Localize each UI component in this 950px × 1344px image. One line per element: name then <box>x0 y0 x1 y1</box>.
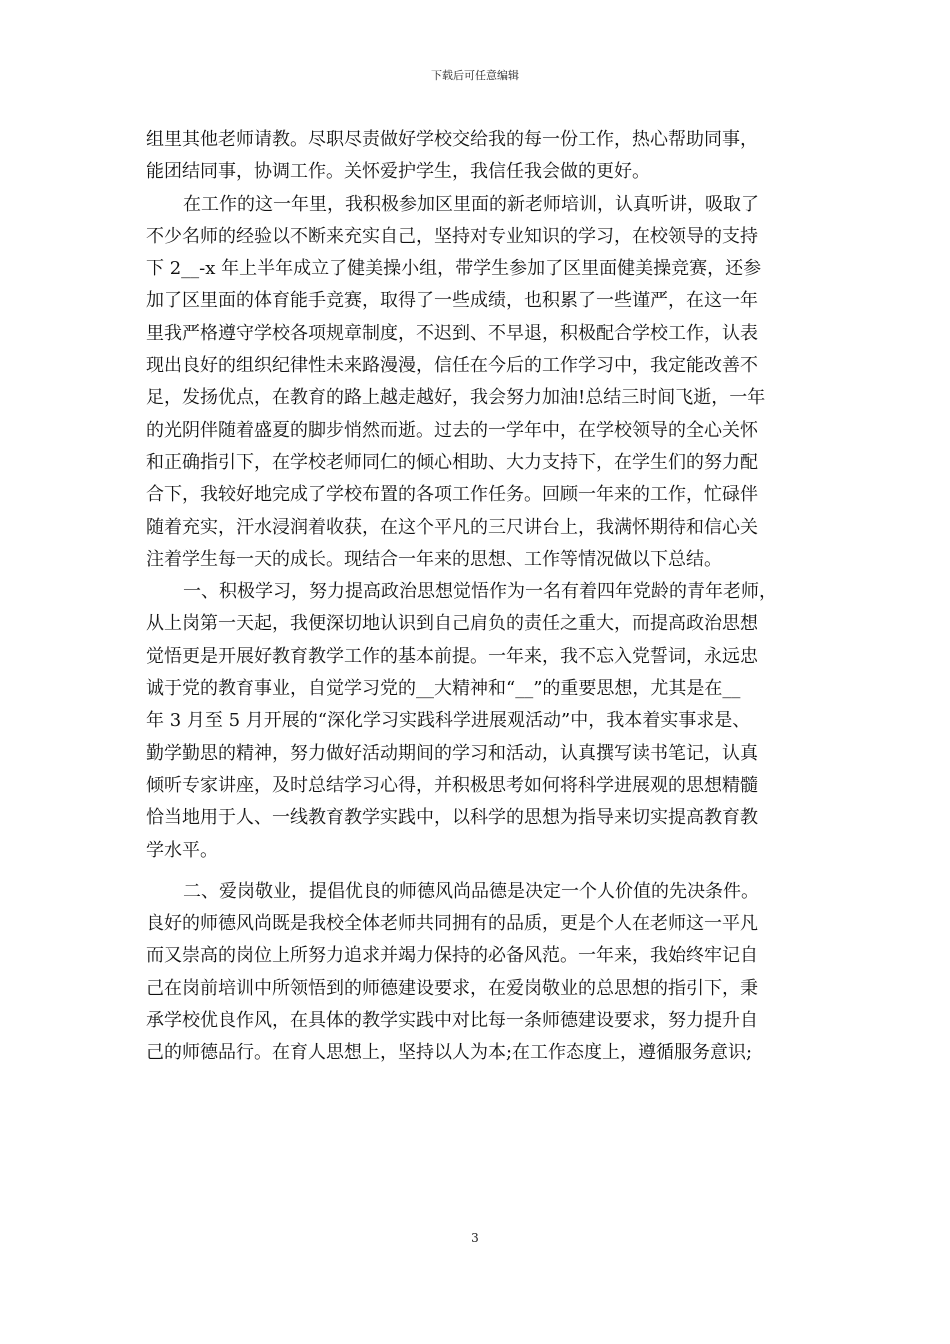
text-line: 不少名师的经验以不断来充实自己，坚持对专业知识的学习，在校领导的支持 <box>146 225 758 247</box>
text-line: 和正确指引下，在学校老师同仁的倾心相助、大力支持下，在学生们的努力配 <box>146 451 758 473</box>
text-line: 的光阴伴随着盛夏的脚步悄然而逝。过去的一学年中，在学校领导的全心关怀 <box>146 419 758 441</box>
text-line: 倾听专家讲座，及时总结学习心得，并积极思考如何将科学进展观的思想精髓 <box>146 774 758 796</box>
text-line: 觉悟更是开展好教育教学工作的基本前提。一年来，我不忘入党誓词，永远忠 <box>146 645 758 667</box>
text-line: 加了区里面的体育能手竞赛，取得了一些成绩，也积累了一些谨严，在这一年 <box>146 290 758 312</box>
text-line: 年 3 月至 5 月开展的“深化学习实践科学进展观活动”中，我本着实事求是、 <box>146 710 751 732</box>
section-heading-line: 一、积极学习，努力提高政治思想觉悟作为一名有着四年党龄的青年老师， <box>183 581 777 603</box>
text-line: 足，发扬优点，在教育的路上越走越好，我会努力加油!总结三时间飞逝，一年 <box>146 387 766 409</box>
text-line: 里我严格遵守学校各项规章制度，不迟到、不早退，积极配合学校工作，认表 <box>146 322 758 344</box>
page-header: 下载后可任意编辑 <box>431 69 519 82</box>
text-line: 承学校优良作风，在具体的教学实践中对比每一条师德建设要求，努力提升自 <box>146 1010 758 1032</box>
text-line: 组里其他老师请教。尽职尽责做好学校交给我的每一份工作，热心帮助同事， <box>146 129 758 150</box>
text-line: 良好的师德风尚既是我校全体老师共同拥有的品质，更是个人在老师这一平凡 <box>146 913 758 935</box>
text-line: 随着充实，汗水浸润着收获，在这个平凡的三尺讲台上，我满怀期待和信心关 <box>146 516 758 538</box>
text-line: 现出良好的组织纪律性未来路漫漫，信任在今后的工作学习中，我定能改善不 <box>146 355 758 377</box>
paragraph-gap <box>146 867 806 876</box>
text-line: 合下，我较好地完成了学校布置的各项工作任务。回顾一年来的工作，忙碌伴 <box>146 484 758 506</box>
text-line: 注着学生每一天的成长。现结合一年来的思想、工作等情况做以下总结。 <box>146 548 722 570</box>
section-heading-line: 二、爱岗敬业，提倡优良的师德风尚品德是决定一个人价值的先决条件。 <box>183 880 759 902</box>
text-line: 而又崇高的岗位上所努力追求并竭力保持的必备风范。一年来，我始终牢记自 <box>146 945 758 967</box>
text-line: 己的师德品行。在育人思想上，坚持以人为本;在工作态度上，遵循服务意识; <box>146 1042 753 1064</box>
text-line: 诚于党的教育事业，自觉学习党的__大精神和“__”的重要思想，尤其是在__ <box>146 678 741 700</box>
text-line: 学水平。 <box>146 839 218 861</box>
text-line: 己在岗前培训中所领悟到的师德建设要求，在爱岗敬业的总思想的指引下，秉 <box>146 977 758 999</box>
text-line: 下 2__-x 年上半年成立了健美操小组，带学生参加了区里面健美操竞赛，还参 <box>146 258 762 280</box>
text-line: 能团结同事，协调工作。关怀爱护学生，我信任我会做的更好。 <box>146 161 650 183</box>
text-line: 勤学勤思的精神，努力做好活动期间的学习和活动，认真撰写读书笔记，认真 <box>146 742 758 764</box>
text-line: 从上岗第一天起，我便深切地认识到自己肩负的责任之重大，而提高政治思想 <box>146 613 758 635</box>
document-body <box>146 124 806 1070</box>
page-number: 3 <box>471 1231 479 1245</box>
text-line: 恰当地用于人、一线教育教学实践中，以科学的思想为指导来切实提高教育教 <box>146 807 758 829</box>
paragraph-start-line: 在工作的这一年里，我积极参加区里面的新老师培训，认真听讲，吸取了 <box>183 193 759 215</box>
